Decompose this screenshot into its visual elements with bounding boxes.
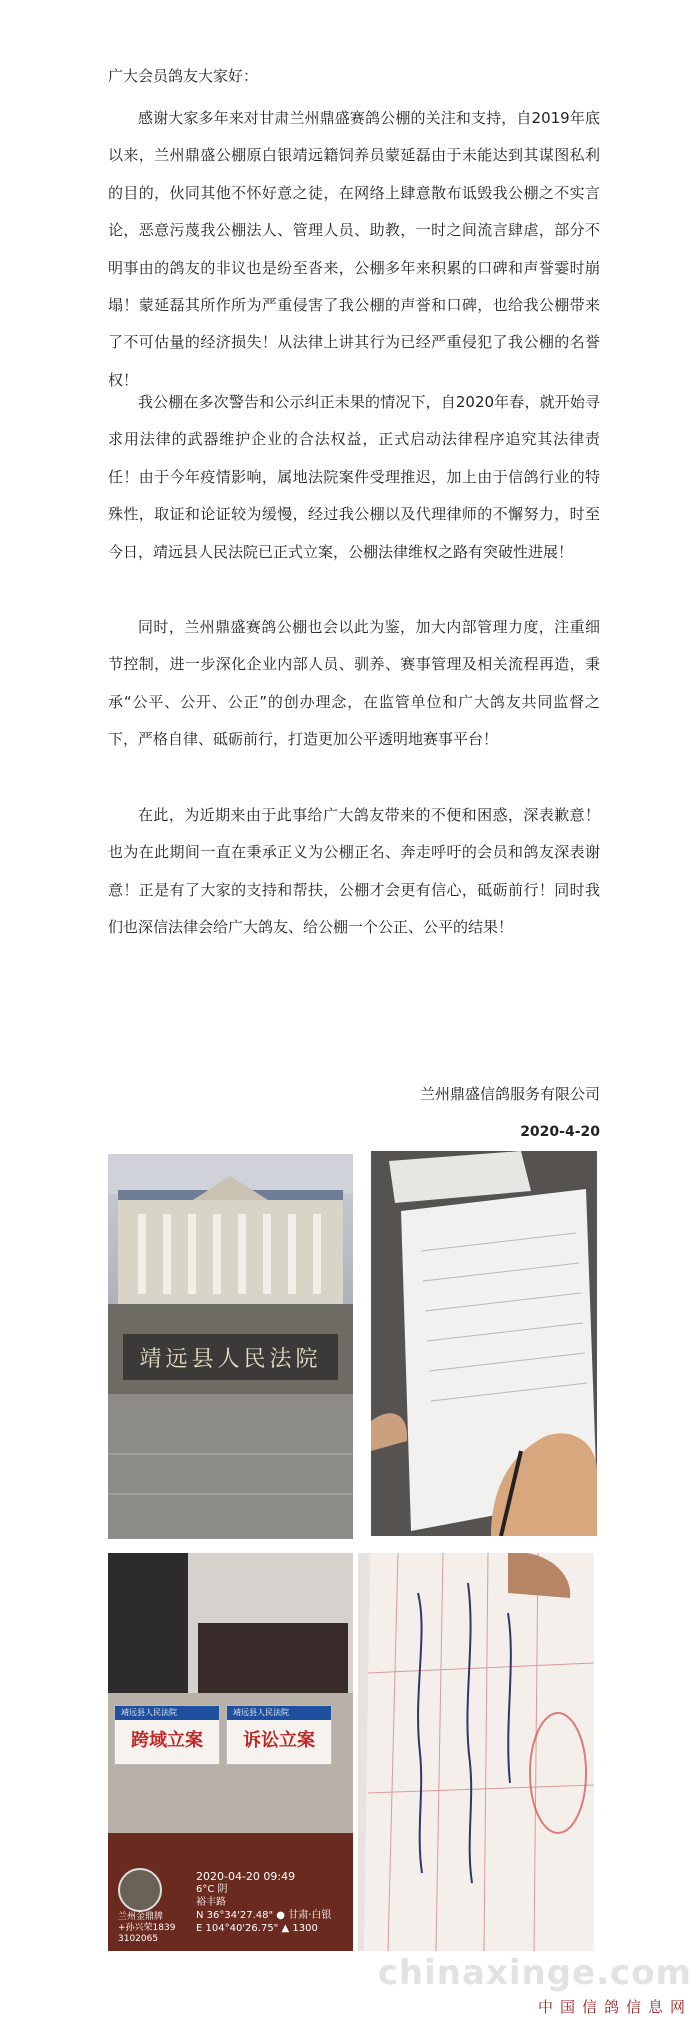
stamp-datetime: 2020-04-20 09:49 bbox=[196, 1870, 296, 1883]
paragraph-3: 同时，兰州鼎盛赛鸽公棚也会以此为鉴，加大内部管理力度，注重细节控制，进一步深化企业内部人员、驯养、赛事管理及相关流程再造，秉承“公平、公开、公正”的创办理念，在监管单位和广大鸽友共同监督之下，严格自律、砥砺前行，打造更加公平透明地赛事平台！ bbox=[108, 618, 600, 749]
location-pin-icon: ● bbox=[276, 1910, 286, 1921]
watermark-name: 中国信鸽信息网 bbox=[537, 1998, 692, 2016]
desk-sign-cross-region-label: 跨域立案 bbox=[131, 1730, 203, 1751]
desk-sign-header: 靖远县人民法院 bbox=[227, 1706, 331, 1720]
filing-desk-photo bbox=[108, 1553, 353, 1951]
desk-sign-cross-region bbox=[114, 1705, 220, 1765]
stamp-longitude: E 104°40'26.75" bbox=[196, 1923, 279, 1934]
paragraph-2: 我公棚在多次警告和公示纠正未果的情况下，自2020年春，就开始寻求用法律的武器维护企业的合法权益，正式启动法律程序追究其法律责任！由于今年疫情影响，属地法院案件受理推迟，加上由于信鸽行业的特殊性，取证和论证较为缓慢，经过我公棚以及代理律师的不懈努力，时至今日，靖远县人民法院已正式立案，公棚法律维权之路有突破性进展！ bbox=[108, 393, 600, 561]
avatar bbox=[118, 1868, 162, 1912]
stamp-road: 裕丰路 bbox=[196, 1897, 226, 1908]
salutation: 广大会员鸽友大家好： bbox=[108, 67, 259, 85]
stamp-weather: 6°C 阴 bbox=[196, 1884, 228, 1895]
mountain-icon: ▲ bbox=[281, 1923, 290, 1934]
stamp-latitude: N 36°34'27.48" bbox=[196, 1910, 274, 1921]
paragraph-1: 感谢大家多年来对甘肃兰州鼎盛赛鸽公棚的关注和支持，自2019年底以来，兰州鼎盛公棚原白银靖远籍饲养员蒙延磊由于未能达到其谋图私利的目的，伙同其他不怀好意之徒，在网络上肆意散布诋毁我公棚之不实言论，恶意污蔑我公棚法人、管理人员、助教，一时之间流言肆虐，部分不明事由的鸽友的非议也是纷至沓来，公棚多年来积累的口碑和声誉霎时崩塌！蒙延磊其所作所为严重侵害了我公棚的声誉和口碑，也给我公棚带来了不可估量的经济损失！从法律上讲其行为已经严重侵犯了我公棚的名誉权！ bbox=[108, 109, 600, 389]
document-illustration bbox=[371, 1151, 597, 1536]
court-building-photo bbox=[108, 1154, 353, 1539]
stamp-meta bbox=[196, 1870, 331, 1935]
case-receipt-photo bbox=[358, 1553, 594, 1951]
desk-sign-litigation bbox=[226, 1705, 332, 1765]
stamp-lon-row bbox=[196, 1922, 331, 1935]
photo-timestamp-overlay bbox=[118, 1868, 348, 1948]
letter-date: 2020-4-20 bbox=[520, 1124, 600, 1140]
company-signature: 兰州鼎盛信鸽服务有限公司 bbox=[419, 1085, 600, 1103]
receipt-illustration bbox=[358, 1553, 594, 1951]
stamp-user bbox=[118, 1912, 188, 1945]
stamp-user-phone: 3102065 bbox=[118, 1934, 159, 1944]
paragraph-4: 在此，为近期来由于此事给广大鸽友带来的不便和困惑，深表歉意！也为在此期间一直在秉承正义为公棚正名、奔走呼吁的会员和鸽友深表谢意！正是有了大家的支持和帮扶，公棚才会更有信心，砥砺前行！同时我们也深信法律会给广大鸽友、给公棚一个公正、公平的结果！ bbox=[108, 806, 600, 937]
desk-sign-header: 靖远县人民法院 bbox=[115, 1706, 219, 1720]
stamp-user-name: 兰州金鼎牌 bbox=[118, 1912, 164, 1922]
stamp-lat-row bbox=[196, 1909, 331, 1922]
stamp-altitude: 1300 bbox=[292, 1923, 318, 1934]
stamp-region: 甘肃·白银 bbox=[288, 1910, 332, 1921]
document-signing-photo bbox=[371, 1151, 597, 1536]
watermark-site: chinaxinge.com bbox=[377, 1953, 692, 1993]
court-name-sign: 靖远县人民法院 bbox=[123, 1334, 338, 1380]
desk-sign-litigation-label: 诉讼立案 bbox=[243, 1730, 315, 1751]
stamp-user-handle: +孙兴荣1839 bbox=[118, 1923, 176, 1933]
